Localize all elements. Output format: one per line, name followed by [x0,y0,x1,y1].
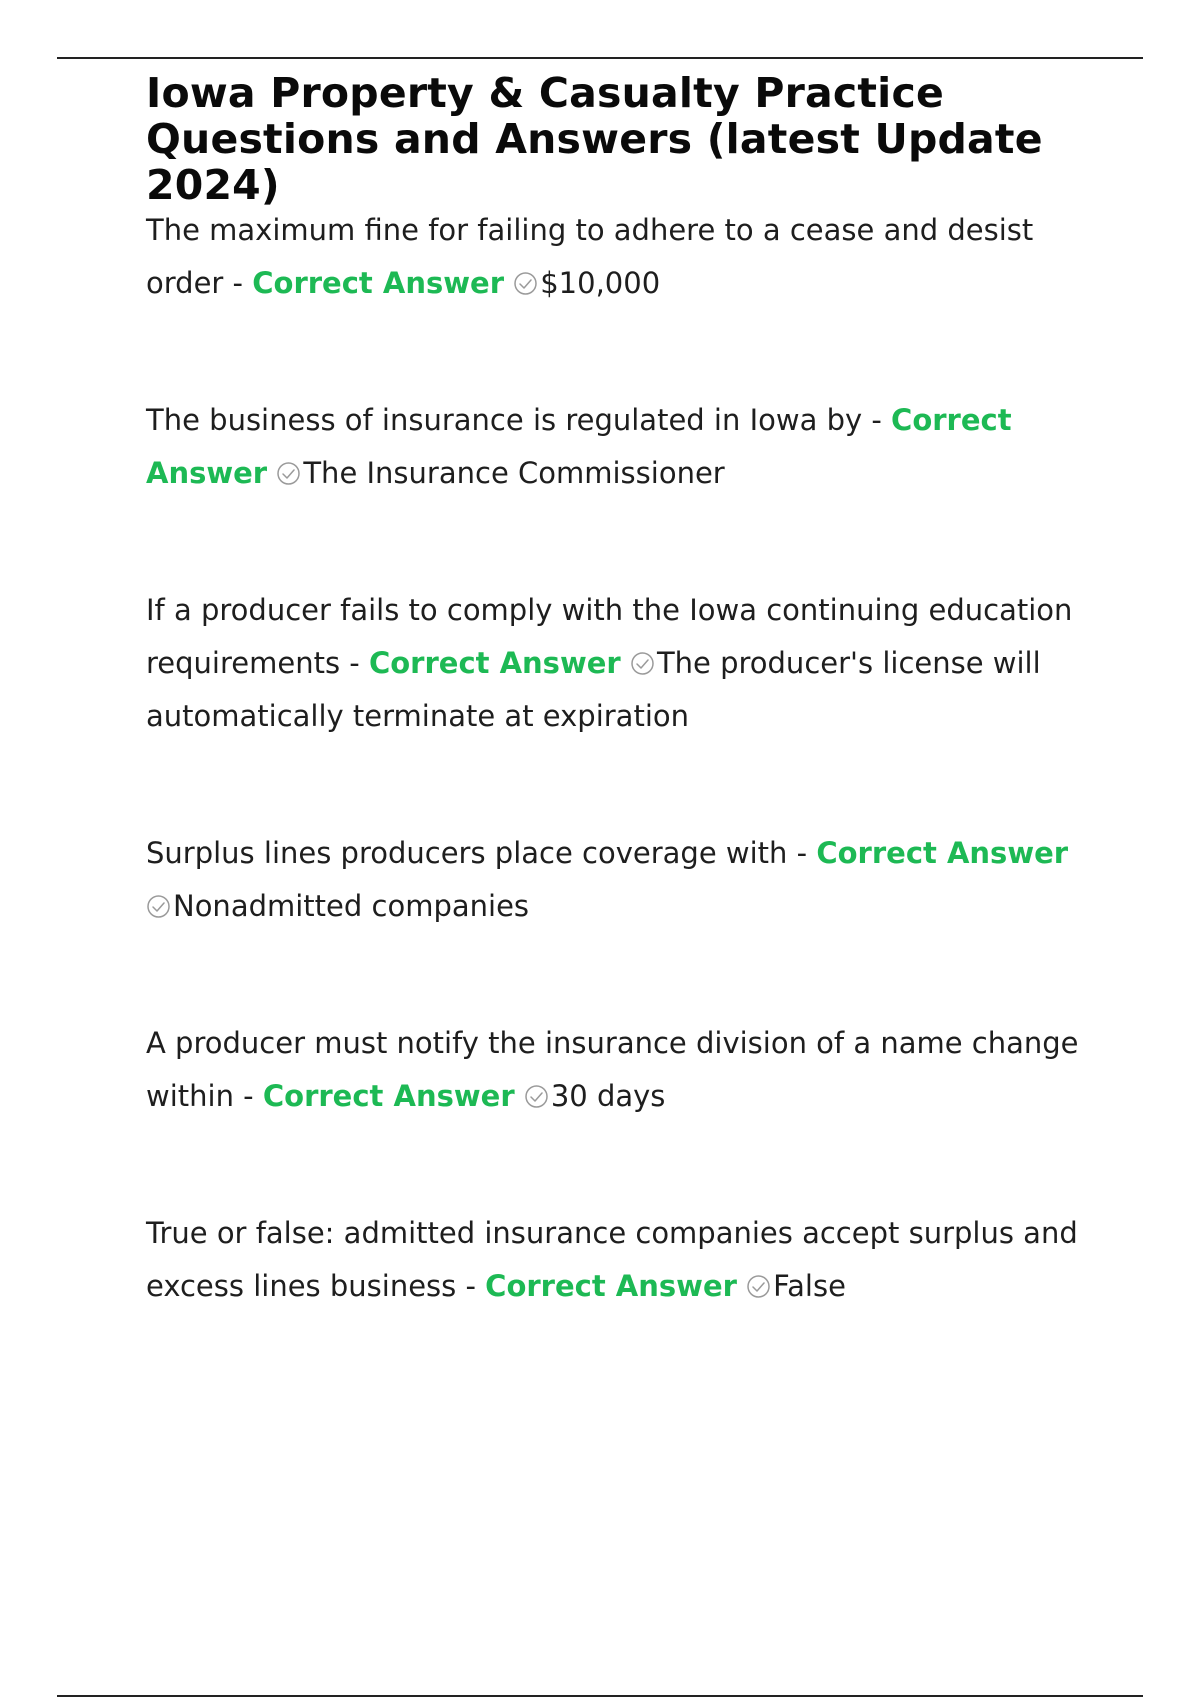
separator: - [340,646,369,680]
qa-item [146,204,1086,310]
qa-item [146,827,1086,933]
answer-text: False [773,1269,846,1303]
answer-text: The Insurance Commissioner [303,456,725,490]
check-circle-icon [524,1084,549,1109]
question-text: The maximum fine for failing to adhere to a cease and desist order [146,213,1034,300]
question-text: True or false: admitted insurance companies accept surplus and excess lines business [146,1216,1078,1303]
correct-answer-label: Correct Answer [816,836,1069,870]
qa-item [146,584,1086,743]
qa-list [146,204,1086,1313]
correct-answer-label: Correct Answer [368,646,621,680]
top-rule [57,57,1143,59]
correct-answer-label: Correct Answer [146,403,1012,490]
separator: - [223,266,253,300]
question-text: If a producer fails to comply with the Iowa continuing education requirements [146,593,1073,680]
correct-answer-label: Correct Answer [252,266,504,300]
check-circle-icon [146,894,171,919]
check-circle-icon [513,271,538,296]
qa-item [146,394,1086,500]
document-title: Iowa Property & Casualty Practice Questions and Answers (latest Update 2024) [146,69,1043,209]
answer-text: Nonadmitted companies [173,889,530,923]
separator: - [233,1079,263,1113]
separator: - [787,836,817,870]
qa-item [146,1017,1086,1123]
question-text: A producer must notify the insurance division of a name change within [146,1026,1079,1113]
qa-item [146,1207,1086,1313]
check-circle-icon [276,461,301,486]
document-body [146,70,1086,1397]
answer-text: The producer's license will automatically terminate at expiration [146,646,1041,733]
answer-text: $10,000 [540,266,661,300]
separator: - [862,403,892,437]
question-text: The business of insurance is regulated in Iowa by [146,403,863,437]
answer-text: 30 days [550,1079,666,1113]
bottom-rule [57,1695,1143,1697]
check-circle-icon [746,1274,771,1299]
check-circle-icon [630,651,655,676]
separator: - [456,1269,486,1303]
correct-answer-label: Correct Answer [485,1269,737,1303]
question-text: Surplus lines producers place coverage with [146,836,788,870]
correct-answer-label: Correct Answer [262,1079,515,1113]
